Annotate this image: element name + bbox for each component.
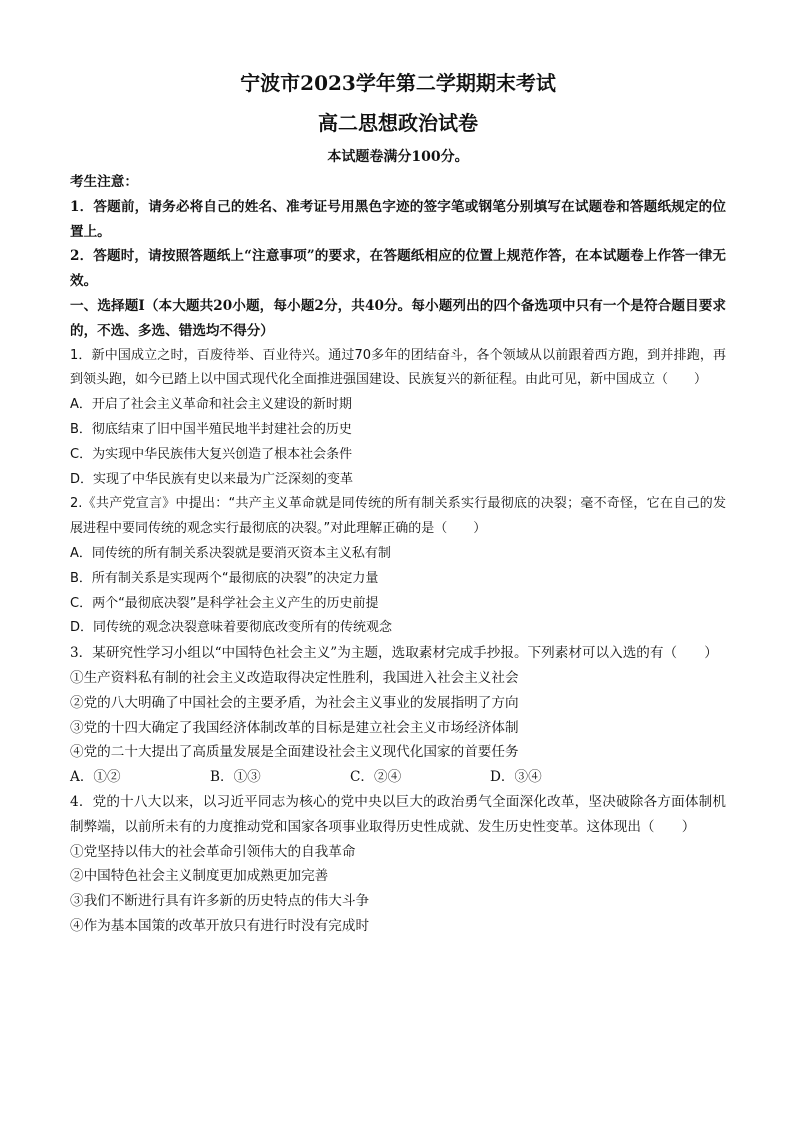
question-option: A．同传统的所有制关系决裂就是要消灭资本主义私有制 [70, 545, 391, 561]
exam-title: 宁波市2023学年第二学期期末考试 [240, 71, 556, 95]
question-statement: ③党的十四大确定了我国经济体制改革的目标是建立社会主义市场经济体制 [70, 719, 519, 736]
question-option: C．为实现中华民族伟大复兴创造了根本社会条件 [70, 446, 353, 462]
question-stem: 4．党的十八大以来，以习近平同志为核心的党中央以巨大的政治勇气全面深化改革，坚决破除各方面体制机制弊端，以前所未有的力度推动党和国家各项事业取得历史性成就、发生历史性变革。这体现出（ ） [70, 793, 726, 835]
question-statement: ②中国特色社会主义制度更加成熟更加完善 [70, 868, 329, 885]
question-option: D．实现了中华民族有史以来最为广泛深刻的变革 [70, 471, 354, 487]
score-note: 本试题卷满分100分。 [327, 149, 469, 165]
question-stem: 3．某研究性学习小组以“中国特色社会主义”为主题，选取素材完成手抄报。下列素材可以入选的有（ ） [70, 645, 718, 662]
question-1 [70, 344, 726, 493]
section-1-title: 一、选择题Ⅰ（本大题共20小题，每小题2分，共40分。每小题列出的四个备选项中只有一个是符合题目要求的，不选、多选、错选均不得分） [70, 297, 726, 339]
question-stem: 2.《共产党宣言》中提出：“共产主义革命就是同传统的所有制关系实行最彻底的决裂；毫不奇怪，它在自己的发展进程中要同传统的观念实行最彻底的决裂。”对此理解正确的是（ ） [70, 496, 726, 537]
question-3 [70, 641, 726, 790]
question-statement: ②党的八大明确了中国社会的主要矛盾，为社会主义事业的发展指明了方向 [70, 694, 519, 711]
answer-choice-d: D．③④ [490, 769, 542, 786]
question-statement: ③我们不断进行具有许多新的历史特点的伟大斗争 [70, 893, 370, 910]
notice-item-2: 2．答题时，请按照答题纸上“注意事项”的要求，在答题纸相应的位置上规范作答，在本试题卷上作答一律无效。 [70, 248, 726, 290]
question-option: D．同传统的观念决裂意味着要彻底改变所有的传统观念 [70, 620, 393, 636]
question-statement: ④党的二十大提出了高质量发展是全面建设社会主义现代化国家的首要任务 [70, 744, 519, 761]
exam-subject-title: 高二思想政治试卷 [318, 111, 478, 135]
question-option: B．彻底结束了旧中国半殖民地半封建社会的历史 [70, 421, 352, 437]
question-statement: ④作为基本国策的改革开放只有进行时没有完成时 [70, 917, 370, 934]
question-option: A．开启了社会主义革命和社会主义建设的新时期 [70, 397, 352, 413]
answer-choice-c: C．②④ [350, 769, 402, 786]
exam-page [70, 68, 726, 939]
question-4 [70, 790, 726, 939]
question-option: C．两个“最彻底决裂”是科学社会主义产生的历史前提 [70, 595, 379, 611]
answer-choice-a: A．①② [70, 769, 121, 786]
answer-choices-row [70, 765, 726, 790]
question-statement: ①党坚持以伟大的社会革命引领伟大的自我革命 [70, 843, 356, 860]
question-stem: 1．新中国成立之时，百废待举、百业待兴。通过70多年的团结奋斗，各个领域从以前跟着西方跑，到并排跑，再到领头跑，如今已踏上以中国式现代化全面推进强国建设、民族复兴的新征程。由此可见，新中国成立（ ） [70, 347, 726, 388]
question-option: B．所有制关系是实现两个“最彻底的决裂”的决定力量 [70, 570, 379, 586]
answer-choice-b: B．①③ [210, 769, 261, 786]
question-2 [70, 492, 726, 641]
question-statement: ①生产资料私有制的社会主义改造取得决定性胜利，我国进入社会主义社会 [70, 669, 519, 686]
notice-item-1: 1．答题前，请务必将自己的姓名、准考证号用黑色字迹的签字笔或钢笔分别填写在试题卷和答题纸规定的位置上。 [70, 198, 726, 240]
notice-heading: 考生注意： [70, 174, 138, 190]
